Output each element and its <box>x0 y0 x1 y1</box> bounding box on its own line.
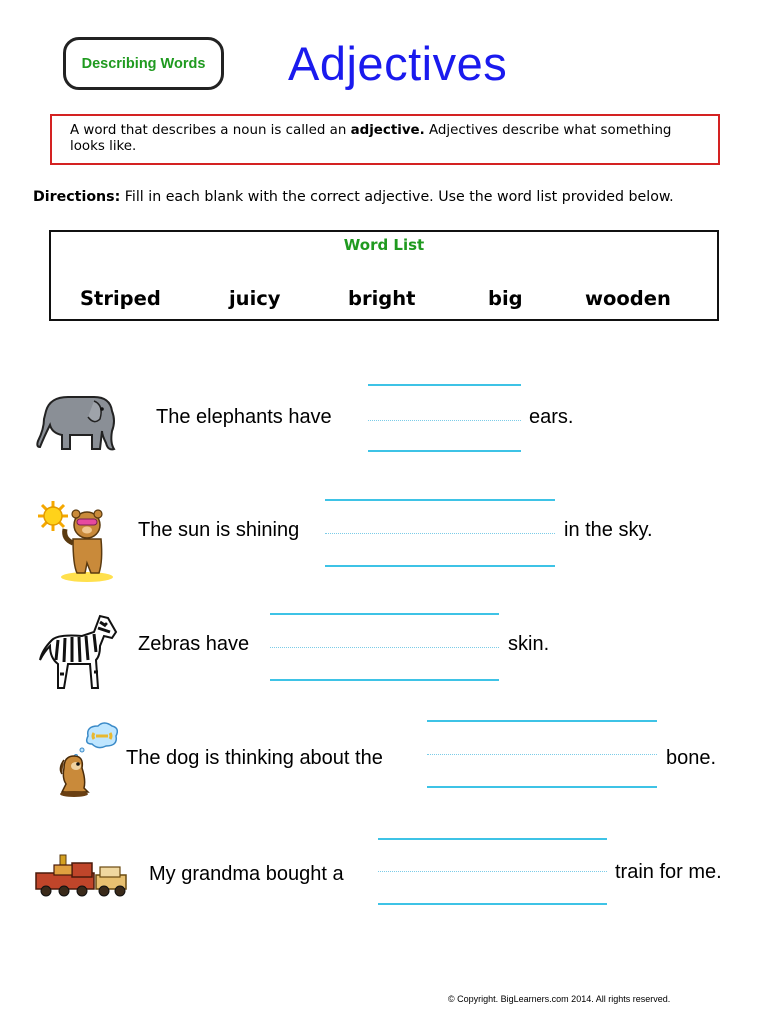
blank-answer-line[interactable] <box>325 533 555 534</box>
definition-box <box>50 114 720 165</box>
blank-top-line <box>368 384 521 386</box>
exercise-1-after: ears. <box>529 406 574 428</box>
blank-top-line <box>378 838 607 840</box>
blank-answer-line[interactable] <box>368 420 521 421</box>
blank-bottom-line <box>325 565 555 567</box>
word-list-item: juicy <box>229 287 281 310</box>
blank-answer-line[interactable] <box>270 647 499 648</box>
word-list-item: bright <box>348 287 416 310</box>
word-list-item: big <box>488 287 523 310</box>
elephant-icon <box>36 391 120 457</box>
blank-answer-line[interactable] <box>427 754 657 755</box>
badge-label: Describing Words <box>81 55 206 72</box>
word-list-item: Striped <box>80 287 161 310</box>
exercise-1-before: The elephants have <box>156 406 332 428</box>
exercise-2-before: The sun is shining <box>138 519 300 541</box>
exercise-4-after: bone. <box>666 747 717 769</box>
definition-text-before: A word that describes a noun is called an <box>70 123 351 138</box>
exercise-5-after: train for me. <box>615 861 722 883</box>
exercise-2-after: in the sky. <box>564 519 653 541</box>
word-list-title: Word List <box>343 236 425 254</box>
blank-top-line <box>427 720 657 722</box>
word-list-box <box>49 230 719 321</box>
blank-bottom-line <box>368 450 521 452</box>
blank-top-line <box>325 499 555 501</box>
blank-bottom-line <box>270 679 499 681</box>
exercise-3-after: skin. <box>508 633 550 655</box>
directions <box>33 189 674 205</box>
describing-words-badge <box>63 37 224 90</box>
definition-bold-word: adjective. <box>350 123 425 138</box>
copyright-notice: © Copyright. BigLearners.com 2014. All rights reserved. <box>448 994 671 1004</box>
word-list-item: wooden <box>585 287 671 310</box>
definition-text-after: Adjectives describe what something looks like. <box>70 123 672 154</box>
toy-train-icon <box>32 855 128 897</box>
zebra-icon <box>38 612 118 694</box>
bear-with-sun-icon <box>37 499 119 583</box>
page-title: Adjectives <box>288 37 508 90</box>
blank-top-line <box>270 613 499 615</box>
exercise-5-before: My grandma bought a <box>149 863 344 885</box>
blank-answer-line[interactable] <box>378 871 607 872</box>
exercise-3-before: Zebras have <box>138 633 250 655</box>
blank-bottom-line <box>378 903 607 905</box>
directions-text: Fill in each blank with the correct adjective. Use the word list provided below. <box>120 189 674 205</box>
directions-label: Directions: <box>33 189 121 205</box>
exercise-4-before: The dog is thinking about the <box>126 747 383 769</box>
blank-bottom-line <box>427 786 657 788</box>
dog-with-bone-icon <box>54 722 120 798</box>
